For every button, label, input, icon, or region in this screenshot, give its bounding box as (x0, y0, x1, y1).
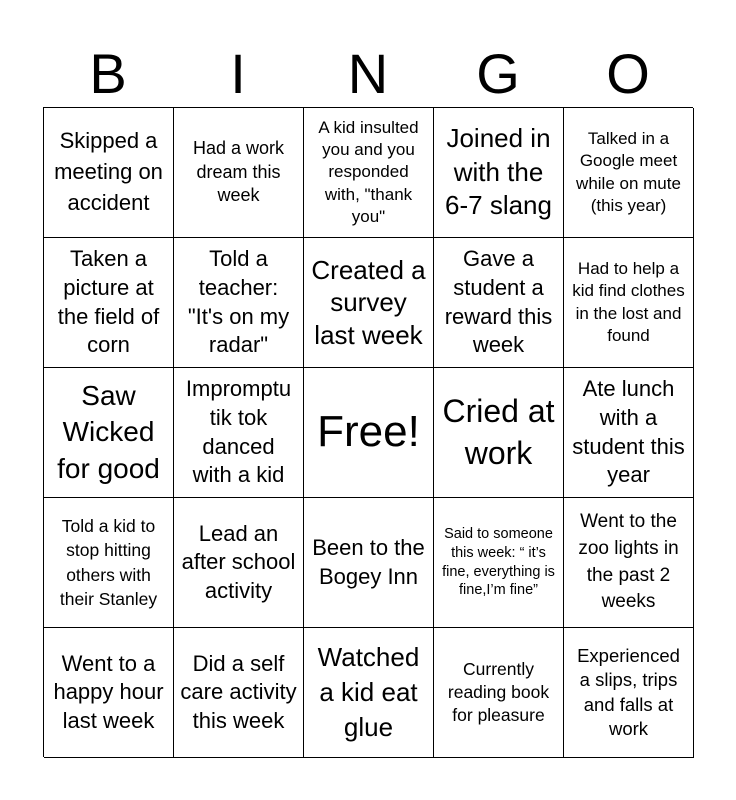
bingo-header (43, 44, 693, 104)
bingo-cell[interactable]: Said to someone this week: “ it’s fine, everything is fine,I’m fine” (434, 498, 564, 628)
bingo-cell[interactable]: Taken a picture at the field of corn (44, 238, 174, 368)
bingo-cell[interactable]: Currently reading book for pleasure (434, 628, 564, 758)
bingo-cell[interactable]: Created a survey last week (304, 238, 434, 368)
header-letter-b: B (89, 42, 127, 105)
bingo-cell[interactable]: A kid insulted you and you responded with, "thank you" (304, 108, 434, 238)
bingo-cell[interactable]: Joined in with the 6-7 slang (434, 108, 564, 238)
bingo-cell[interactable]: Experienced a slips, trips and falls at work (564, 628, 694, 758)
bingo-cell[interactable]: Lead an after school activity (174, 498, 304, 628)
header-letter-g: G (476, 42, 520, 105)
bingo-cell[interactable]: Skipped a meeting on accident (44, 108, 174, 238)
bingo-cell[interactable]: Went to the zoo lights in the past 2 weeks (564, 498, 694, 628)
bingo-cell[interactable]: Ate lunch with a student this year (564, 368, 694, 498)
bingo-cell[interactable]: Went to a happy hour last week (44, 628, 174, 758)
bingo-cell[interactable]: Told a teacher: "It's on my radar" (174, 238, 304, 368)
bingo-cell[interactable]: Saw Wicked for good (44, 368, 174, 498)
bingo-cell[interactable]: Did a self care activity this week (174, 628, 304, 758)
bingo-cell[interactable]: Talked in a Google meet while on mute (this year) (564, 108, 694, 238)
bingo-cell[interactable]: Gave a student a reward this week (434, 238, 564, 368)
bingo-cell[interactable]: Had to help a kid find clothes in the lost and found (564, 238, 694, 368)
bingo-cell[interactable]: Told a kid to stop hitting others with their Stanley (44, 498, 174, 628)
bingo-cell[interactable]: Been to the Bogey Inn (304, 498, 434, 628)
header-letter-o: O (606, 42, 650, 105)
bingo-board (43, 107, 693, 757)
bingo-cell[interactable]: Impromptu tik tok danced with a kid (174, 368, 304, 498)
header-letter-i: I (230, 42, 246, 105)
bingo-cell[interactable]: Cried at work (434, 368, 564, 498)
bingo-cell[interactable]: Watched a kid eat glue (304, 628, 434, 758)
bingo-cell[interactable]: Had a work dream this week (174, 108, 304, 238)
bingo-free-cell[interactable]: Free! (304, 368, 434, 498)
header-letter-n: N (347, 42, 389, 105)
